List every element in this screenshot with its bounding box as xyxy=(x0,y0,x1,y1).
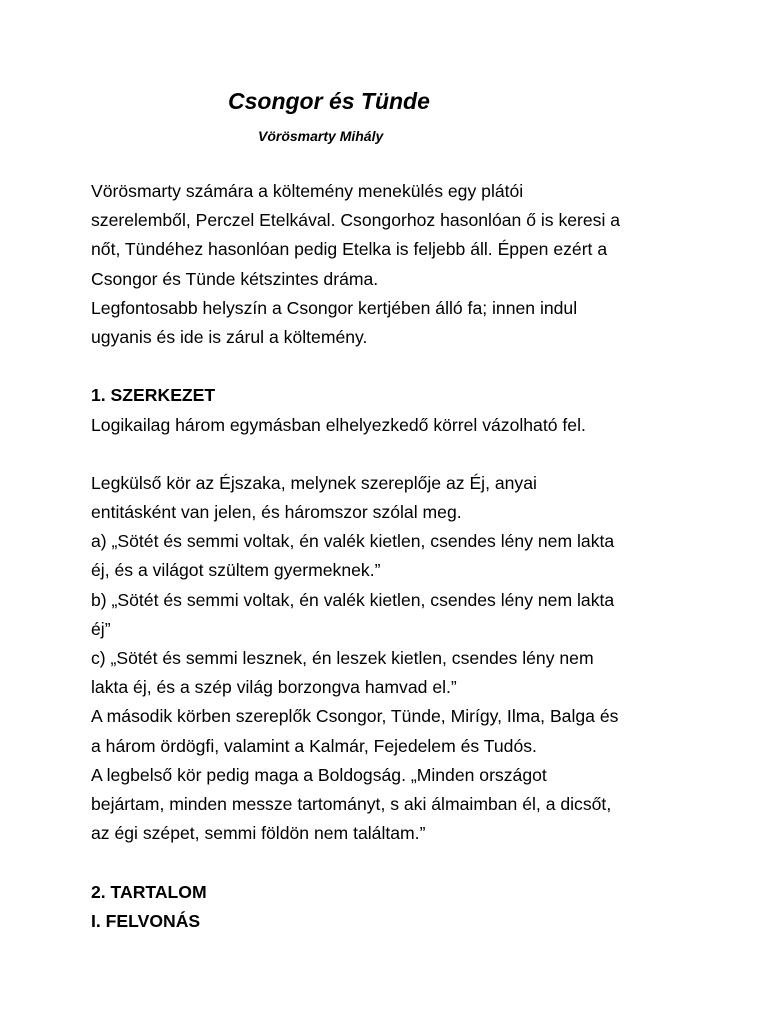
circles-line: éj, és a világot szültem gyermeknek.” xyxy=(91,560,381,581)
section-heading-content: 2. TARTALOM xyxy=(91,881,207,902)
circles-line: a három ördögfi, valamint a Kalmár, Fejedelem és Tudós. xyxy=(91,735,537,756)
circles-line: éj” xyxy=(91,618,111,639)
circles-line: A legbelső kör pedig maga a Boldogság. „Minden országot xyxy=(91,764,547,785)
document-author: Vörösmarty Mihály xyxy=(258,128,384,144)
structure-line: Logikailag három egymásban elhelyezkedő körrel vázolható fel. xyxy=(91,414,586,435)
act-heading: I. FELVONÁS xyxy=(91,910,201,931)
intro-line: Legfontosabb helyszín a Csongor kertjében álló fa; innen indul xyxy=(91,297,578,318)
circles-line: A második körben szereplők Csongor, Tünde, Mirígy, Ilma, Balga és xyxy=(91,706,619,727)
document-body xyxy=(91,177,691,936)
paragraph-spacer xyxy=(91,352,691,381)
intro-line: nőt, Tündéhez hasonlóan pedig Etelka is feljebb áll. Éppen ezért a xyxy=(91,239,608,260)
circles-line: b) „Sötét és semmi voltak, én valék kietlen, csendes lény nem lakta xyxy=(91,589,615,610)
circles-line: bejártam, minden messze tartományt, s aki álmaimban él, a dicsőt, xyxy=(91,793,612,814)
circles-line: entitásként van jelen, és háromszor szólal meg. xyxy=(91,502,462,523)
paragraph-spacer xyxy=(91,440,691,469)
intro-line: Vörösmarty számára a költemény menekülés egy plátói xyxy=(91,181,524,201)
circles-line: a) „Sötét és semmi voltak, én valék kietlen, csendes lény nem lakta xyxy=(91,531,615,552)
intro-line: ugyanis és ide is zárul a költemény. xyxy=(91,326,368,347)
section-heading-structure: 1. SZERKEZET xyxy=(91,385,216,406)
intro-line: szerelemből, Perczel Etelkával. Csongorhoz hasonlóan ő is keresi a xyxy=(91,210,621,231)
circles-line: az égi szépet, semmi földön nem találtam.” xyxy=(91,823,426,844)
paragraph-spacer xyxy=(91,848,691,877)
intro-line: Csongor és Tünde kétszintes dráma. xyxy=(91,268,379,289)
circles-line: lakta éj, és a szép világ borzongva hamvad el.” xyxy=(91,677,457,698)
circles-line: Legkülső kör az Éjszaka, melynek szereplője az Éj, anyai xyxy=(91,472,537,493)
circles-line: c) „Sötét és semmi lesznek, én leszek kietlen, csendes lény nem xyxy=(91,648,594,668)
document-title: Csongor és Tünde xyxy=(228,88,430,114)
